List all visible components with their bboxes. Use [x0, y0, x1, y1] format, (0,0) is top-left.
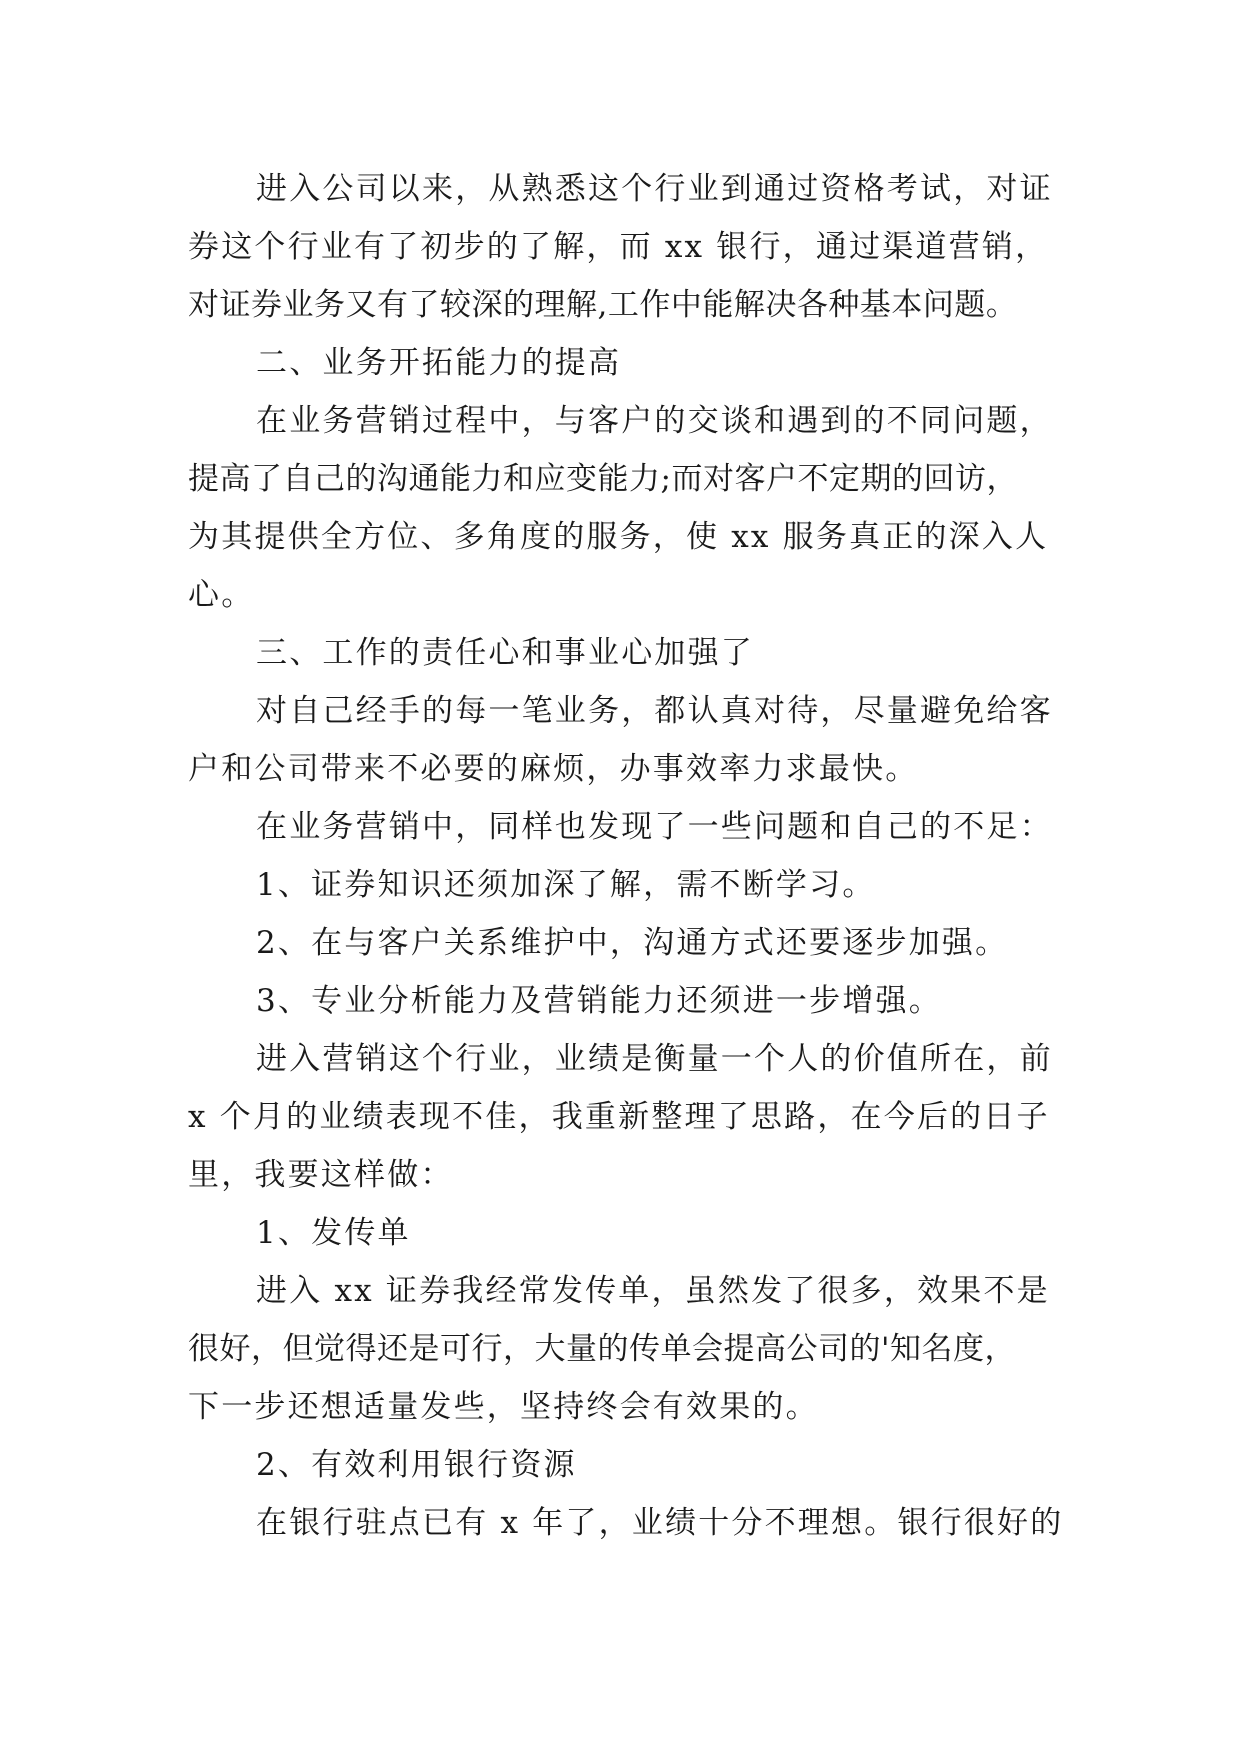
paragraph-line: 在业务营销中，同样也发现了一些问题和自己的不足：: [256, 809, 1053, 845]
paragraph-line: 提高了自己的沟通能力和应变能力;而对客户不定期的回访，: [188, 461, 1018, 497]
paragraph-line: 对自己经手的每一笔业务，都认真对待，尽量避免给客: [256, 693, 1053, 729]
paragraph-line: 在业务营销过程中，与客户的交谈和遇到的不同问题，: [256, 403, 1053, 439]
paragraph-line: 里，我要这样做：: [188, 1157, 454, 1193]
paragraph-line: 在银行驻点已有 x 年了，业绩十分不理想。银行很好的: [256, 1505, 1064, 1541]
subsection-heading: 1、发传单: [256, 1215, 411, 1251]
paragraph-line: 进入 xx 证券我经常发传单，虽然发了很多，效果不是: [256, 1273, 1050, 1309]
section-heading: 二、业务开拓能力的提高: [256, 345, 622, 381]
paragraph-line: x 个月的业绩表现不佳，我重新整理了思路，在今后的日子: [188, 1099, 1050, 1135]
paragraph-line: 进入公司以来，从熟悉这个行业到通过资格考试，对证: [256, 171, 1053, 207]
paragraph-line: 很好，但觉得还是可行，大量的传单会提高公司的'知名度，: [188, 1331, 1017, 1367]
list-item: 3、专业分析能力及营销能力还须进一步增强。: [256, 983, 942, 1019]
section-heading: 三、工作的责任心和事业心加强了: [256, 635, 754, 671]
paragraph-line: 券这个行业有了初步的了解，而 xx 银行，通过渠道营销，: [188, 229, 1049, 265]
paragraph-line: 对证券业务又有了较深的理解,工作中能解决各种基本问题。: [188, 287, 1018, 323]
paragraph-line: 心。: [188, 577, 255, 613]
paragraph-line: 进入营销这个行业，业绩是衡量一个人的价值所在，前: [256, 1041, 1053, 1077]
list-item: 2、在与客户关系维护中，沟通方式还要逐步加强。: [256, 925, 1009, 961]
paragraph-line: 户和公司带来不必要的麻烦，办事效率力求最快。: [188, 751, 919, 787]
paragraph-line: 下一步还想适量发些，坚持终会有效果的。: [188, 1389, 819, 1425]
paragraph-line: 为其提供全方位、多角度的服务，使 xx 服务真正的深入人: [188, 519, 1049, 555]
document-body: [188, 160, 1088, 1552]
list-item: 1、证券知识还须加深了解，需不断学习。: [256, 867, 876, 903]
subsection-heading: 2、有效利用银行资源: [256, 1447, 577, 1483]
